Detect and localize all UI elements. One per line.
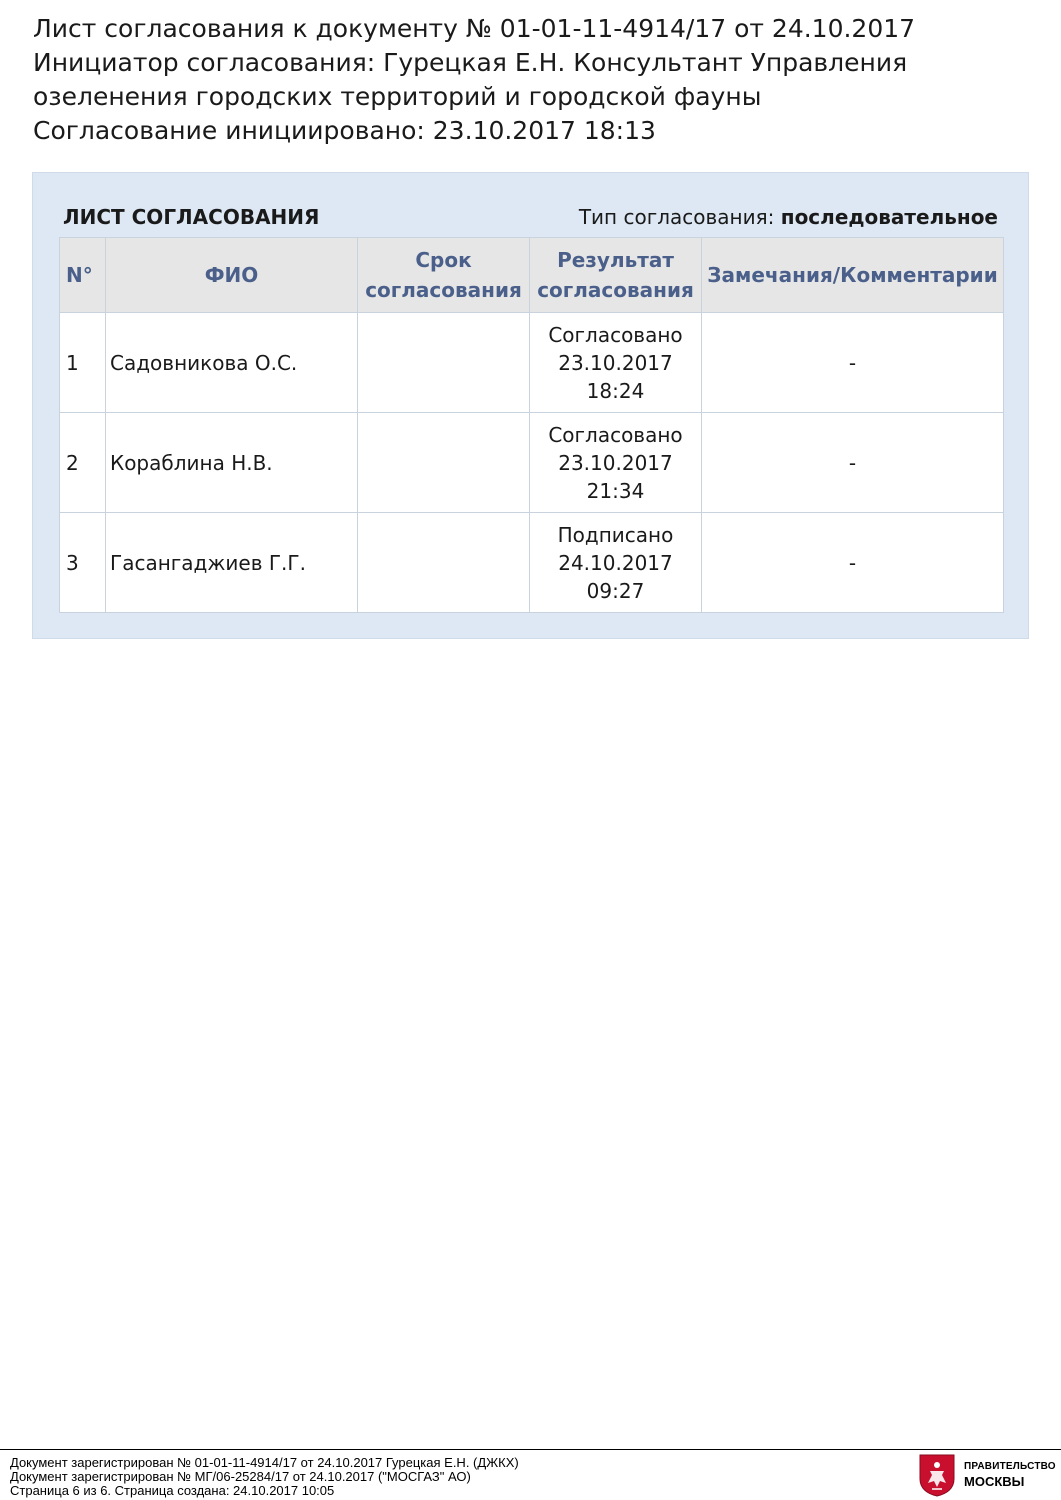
column-header-fio: ФИО bbox=[106, 238, 358, 313]
footer-registration-line2: Документ зарегистрирован № МГ/06-25284/17 от 24.10.2017 ("МОСГАЗ" АО) bbox=[10, 1469, 471, 1484]
row-comment: - bbox=[702, 413, 1004, 513]
approval-table bbox=[59, 237, 1004, 613]
table-row bbox=[60, 413, 1004, 513]
moscow-emblem-icon bbox=[918, 1453, 956, 1497]
logo-line1: ПРАВИТЕЛЬСТВО bbox=[964, 1461, 1056, 1472]
footer-page-info: Страница 6 из 6. Страница создана: 24.10.2017 10:05 bbox=[10, 1483, 335, 1498]
logo-caption bbox=[964, 1459, 1056, 1489]
row-result bbox=[530, 513, 702, 613]
row-result-status: Согласовано bbox=[548, 422, 683, 447]
approval-sheet-panel bbox=[32, 172, 1029, 639]
moscow-government-logo bbox=[918, 1453, 1058, 1497]
column-header-result-line2: согласования bbox=[537, 278, 694, 302]
column-header-term-line2: согласования bbox=[365, 278, 522, 302]
row-result-status: Согласовано bbox=[548, 322, 683, 347]
column-header-term bbox=[358, 238, 530, 313]
row-term bbox=[358, 513, 530, 613]
table-row bbox=[60, 313, 1004, 413]
document-header bbox=[33, 12, 1033, 148]
row-result-date: 23.10.2017 bbox=[558, 450, 673, 475]
table-header-row bbox=[60, 238, 1004, 313]
column-header-result-line1: Результат bbox=[557, 248, 674, 272]
row-fio: Гасангаджиев Г.Г. bbox=[106, 513, 358, 613]
header-department-line: озеленения городских территорий и городской фауны bbox=[33, 82, 762, 111]
row-fio: Кораблина Н.В. bbox=[106, 413, 358, 513]
row-result-date: 24.10.2017 bbox=[558, 550, 673, 575]
row-result-status: Подписано bbox=[557, 522, 674, 547]
approval-type-label: Тип согласования: bbox=[578, 205, 781, 229]
column-header-result bbox=[530, 238, 702, 313]
row-result-time: 09:27 bbox=[586, 578, 645, 603]
header-initiated-line: Согласование инициировано: 23.10.2017 18:13 bbox=[33, 116, 656, 145]
footer-registration bbox=[10, 1456, 519, 1498]
row-num: 3 bbox=[60, 513, 106, 613]
row-comment: - bbox=[702, 313, 1004, 413]
logo-line2: МОСКВЫ bbox=[964, 1474, 1025, 1489]
row-num: 1 bbox=[60, 313, 106, 413]
approval-type bbox=[579, 205, 998, 229]
panel-title: ЛИСТ СОГЛАСОВАНИЯ bbox=[63, 205, 320, 229]
column-header-num: N° bbox=[60, 238, 106, 313]
header-document-line: Лист согласования к документу № 01-01-11-4914/17 от 24.10.2017 bbox=[33, 14, 916, 43]
row-result bbox=[530, 413, 702, 513]
row-term bbox=[358, 313, 530, 413]
row-fio: Садовникова О.С. bbox=[106, 313, 358, 413]
row-result bbox=[530, 313, 702, 413]
footer-divider bbox=[0, 1449, 1061, 1450]
row-num: 2 bbox=[60, 413, 106, 513]
column-header-term-line1: Срок bbox=[415, 248, 472, 272]
table-row bbox=[60, 513, 1004, 613]
row-result-date: 23.10.2017 bbox=[558, 350, 673, 375]
header-initiator-line: Инициатор согласования: Гурецкая Е.Н. Консультант Управления bbox=[33, 48, 908, 77]
row-comment: - bbox=[702, 513, 1004, 613]
approval-type-value: последовательное bbox=[780, 205, 998, 229]
row-result-time: 21:34 bbox=[586, 478, 645, 503]
column-header-comments: Замечания/Комментарии bbox=[702, 238, 1004, 313]
row-result-time: 18:24 bbox=[586, 378, 645, 403]
row-term bbox=[358, 413, 530, 513]
footer-registration-line1: Документ зарегистрирован № 01-01-11-4914/17 от 24.10.2017 Гурецкая Е.Н. (ДЖКХ) bbox=[10, 1455, 519, 1470]
